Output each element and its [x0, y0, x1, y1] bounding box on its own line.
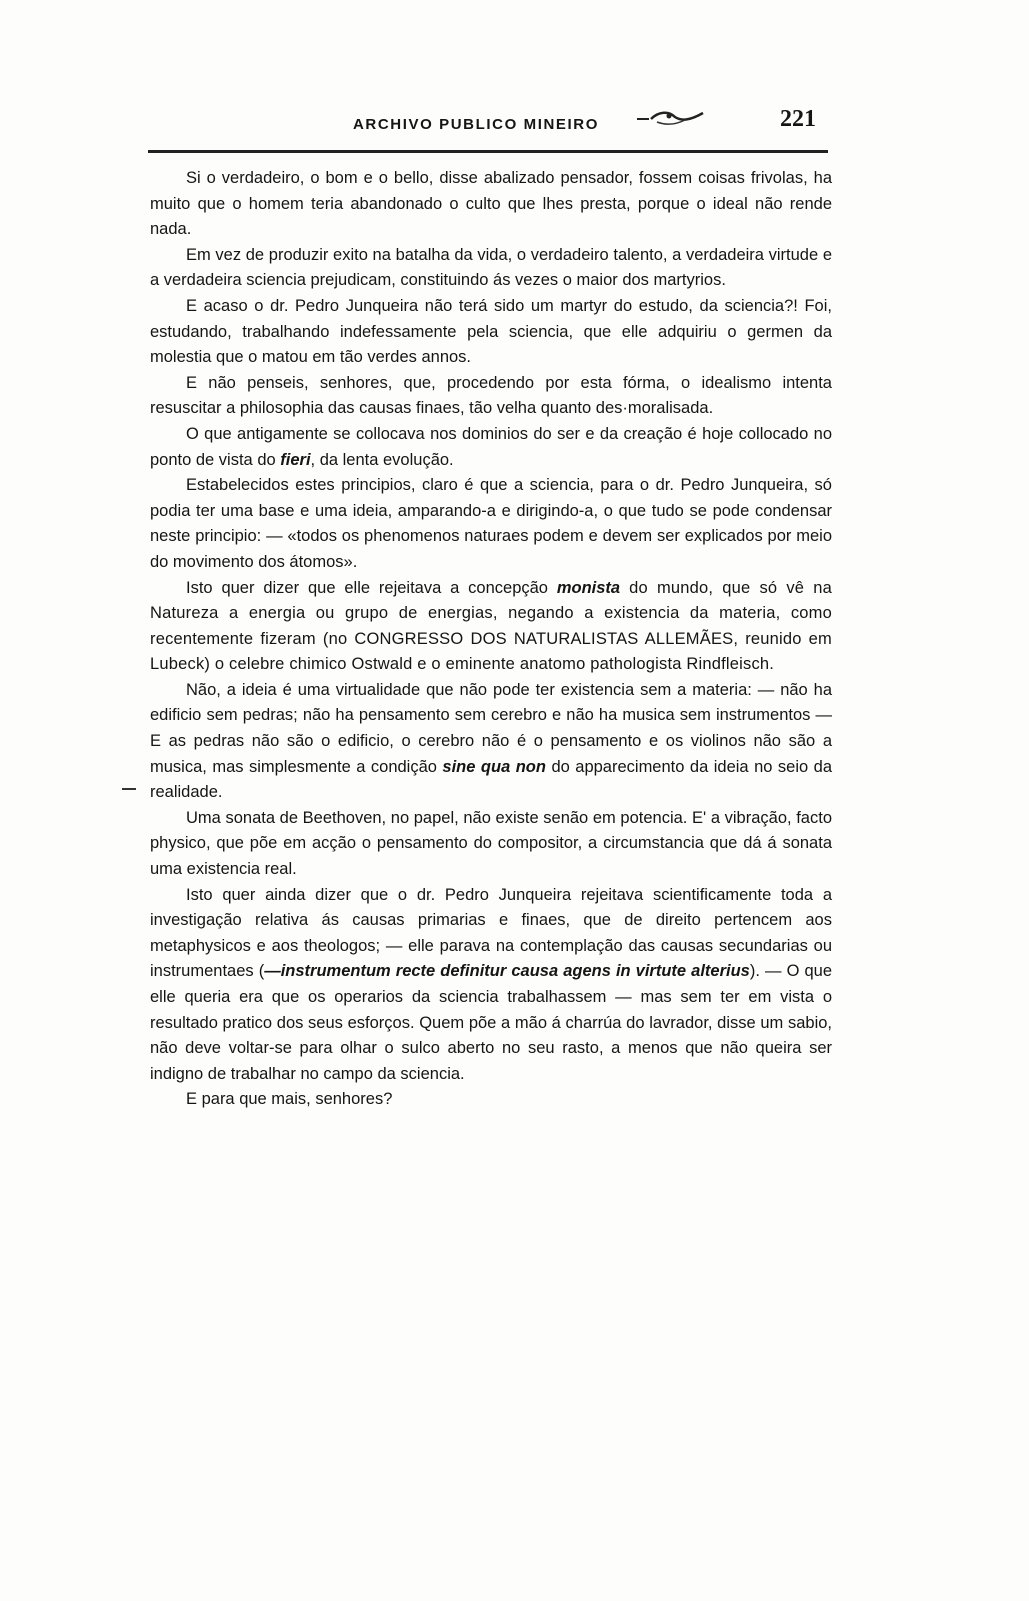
ornament-icon	[635, 107, 705, 127]
paragraph-10-text-a: Isto quer ainda dizer que o dr. Pedro Junqueira rejeitava scientificamente toda a investigação relativa ás causas primarias e finaes, que de direito pertencem aos metaphysicos e aos theologos; — elle parava na contemplação das causas secundarias ou instrumentaes (	[150, 885, 832, 981]
paragraph-8-emphasis: sine qua non	[442, 757, 546, 776]
body-text	[150, 166, 832, 1113]
paragraph-2: Em vez de produzir exito na batalha da vida, o verdadeiro talento, a verdadeira virtude e a verdadeira sciencia prejudicam, constituindo ás vezes o maior dos martyrios.	[150, 245, 832, 290]
paragraph-7-text-a: Isto quer dizer que elle rejeitava a concepção	[186, 578, 557, 597]
running-head	[148, 104, 828, 144]
paragraph-7	[150, 576, 832, 678]
paragraph-5-text-b: , da lenta evolução.	[310, 450, 454, 469]
paragraph-5-emphasis: fieri	[280, 450, 311, 469]
paragraph-7-emphasis: monista	[556, 578, 621, 597]
header-rule	[148, 150, 828, 153]
paragraph-5	[150, 422, 832, 473]
page-number: 221	[780, 106, 816, 132]
paragraph-3: E acaso o dr. Pedro Junqueira não terá sido um martyr do estudo, da sciencia?! Foi, estudando, trabalhando indefessamente pela sciencia, que elle adquiriu o germen da molestia que o matou em tão verdes annos.	[150, 296, 832, 367]
paragraph-8	[150, 678, 832, 806]
paragraph-5-text-a: O que antigamente se collocava nos dominios do ser e da creação é hoje collocado no ponto de vista do	[150, 424, 832, 469]
paragraph-4: E não penseis, senhores, que, procedendo por esta fórma, o idealismo intenta resuscitar a philosophia das causas finaes, tão velha quanto des·moralisada.	[150, 373, 832, 418]
paragraph-8-text-a: Não, a ideia é uma virtualidade que não pode ter existencia sem a materia: — não ha edificio sem pedras; não ha pensamento sem cerebro e não ha musica sem instrumentos — E as pedras não são o edificio, o cerebro não é o pensamento e os violinos não são a musica, mas simplesmente a condição	[150, 680, 832, 776]
paragraph-10-text-b: ). — O que elle queria era que os operarios da sciencia trabalhassem — mas sem ter em vista o resultado pratico dos seus esforços. Quem põe a mão á charrúa do lavrador, disse um sabio, não deve voltar-se para olhar o sulco aberto no seu rasto, a menos que não queira ser indigno de trabalhar no campo da sciencia.	[150, 962, 832, 1083]
paragraph-6: Estabelecidos estes principios, claro é que a sciencia, para o dr. Pedro Junqueira, só podia ter uma base e uma ideia, amparando-a e dirigindo-a, o que tudo se pode condensar neste principio: — «todos os phenomenos naturaes podem e devem ser explicados por meio do movimento dos átomos».	[150, 476, 832, 571]
running-title: ARCHIVO PUBLICO MINEIRO	[353, 116, 599, 133]
margin-mark	[122, 788, 136, 790]
paragraph-9: Uma sonata de Beethoven, no papel, não existe senão em potencia. E' a vibração, facto physico, que põe em acção o pensamento do compositor, a circumstancia que dá á sonata uma existencia real.	[150, 808, 832, 879]
paragraph-10	[150, 883, 832, 1088]
paragraph-1: Si o verdadeiro, o bom e o bello, disse abalizado pensador, fossem coisas frivolas, ha muito que o homem teria abandonado o culto que lhes presta, porque o ideal não rende nada.	[150, 169, 832, 239]
paragraph-11: E para que mais, senhores?	[186, 1090, 393, 1109]
paragraph-10-emphasis: —instrumentum recte definitur causa agens in virtute alterius	[264, 962, 750, 981]
paragraph-7-text-b: do mundo, que só vê na Natureza a energia ou grupo de energias, negando a existencia da materia, como recentemente fizeram (no CONGRESSO DOS NATURALISTAS ALLEMÃES, reunido em Lubeck) o celebre chimico Ostwald e o eminente anatomo pathologista Rindfleisch.	[150, 578, 832, 674]
paragraph-8-text-b: do apparecimento da ideia no seio da realidade.	[150, 757, 832, 802]
